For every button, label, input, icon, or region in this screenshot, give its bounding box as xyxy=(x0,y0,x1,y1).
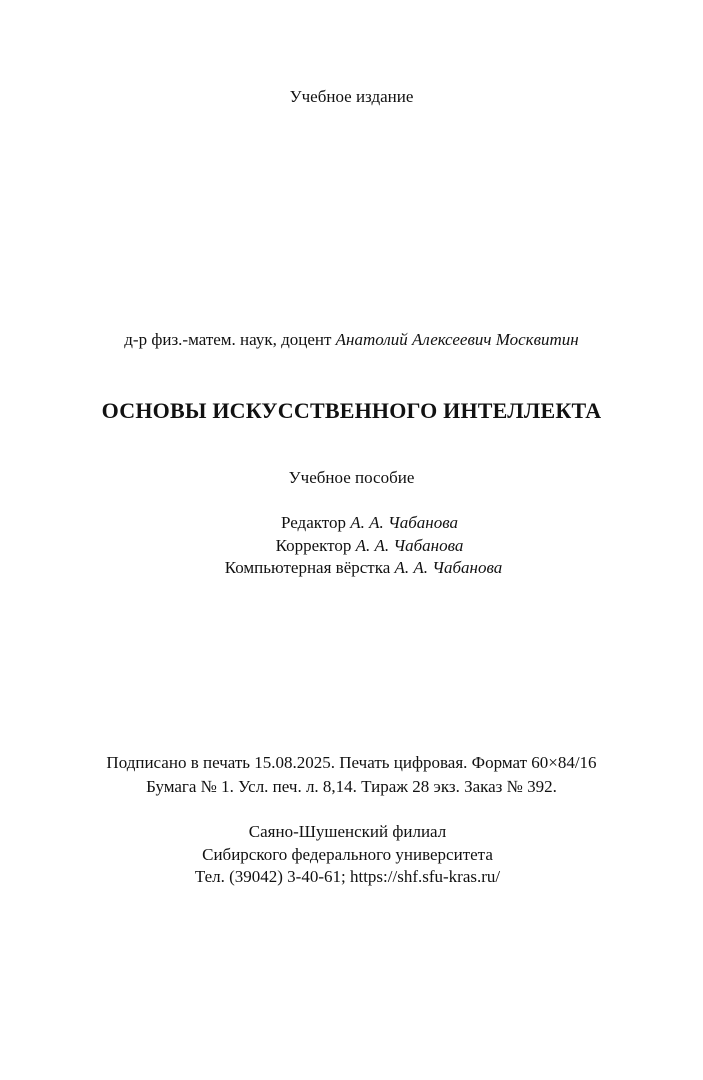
edition-type: Учебное издание xyxy=(289,87,414,106)
editor-name: А. А. Чабанова xyxy=(350,513,458,532)
corrector-credit xyxy=(18,535,703,557)
author-line xyxy=(0,329,703,351)
imprint-line-2: Бумага № 1. Усл. печ. л. 8,14. Тираж 28 экз. Заказ № 392. xyxy=(146,777,557,796)
imprint-line-1: Подписано в печать 15.08.2025. Печать цифровая. Формат 60×84/16 xyxy=(106,753,597,772)
corrector-name: А. А. Чабанова xyxy=(355,536,464,555)
author-name: Анатолий Алексеевич Москвитин xyxy=(335,330,579,349)
editor-credit xyxy=(18,512,703,534)
book-title: ОСНОВЫ ИСКУССТВЕННОГО ИНТЕЛЛЕКТА xyxy=(101,398,602,423)
publisher-line-2: Сибирского федерального университета xyxy=(202,845,493,864)
author-credentials: д-р физ.-матем. наук, доцент xyxy=(124,330,336,349)
publisher-contact: Тел. (39042) 3-40-61; https://shf.sfu-kras.ru/ xyxy=(194,867,501,886)
layout-label: Компьютерная вёрстка xyxy=(224,558,395,577)
corrector-label: Корректор xyxy=(275,536,356,555)
editor-label: Редактор xyxy=(281,513,351,532)
publication-type: Учебное пособие xyxy=(288,468,415,487)
layout-name: А. А. Чабанова xyxy=(394,558,503,577)
layout-credit xyxy=(12,557,703,579)
publisher-line-1: Саяно-Шушенский филиал xyxy=(248,822,447,841)
